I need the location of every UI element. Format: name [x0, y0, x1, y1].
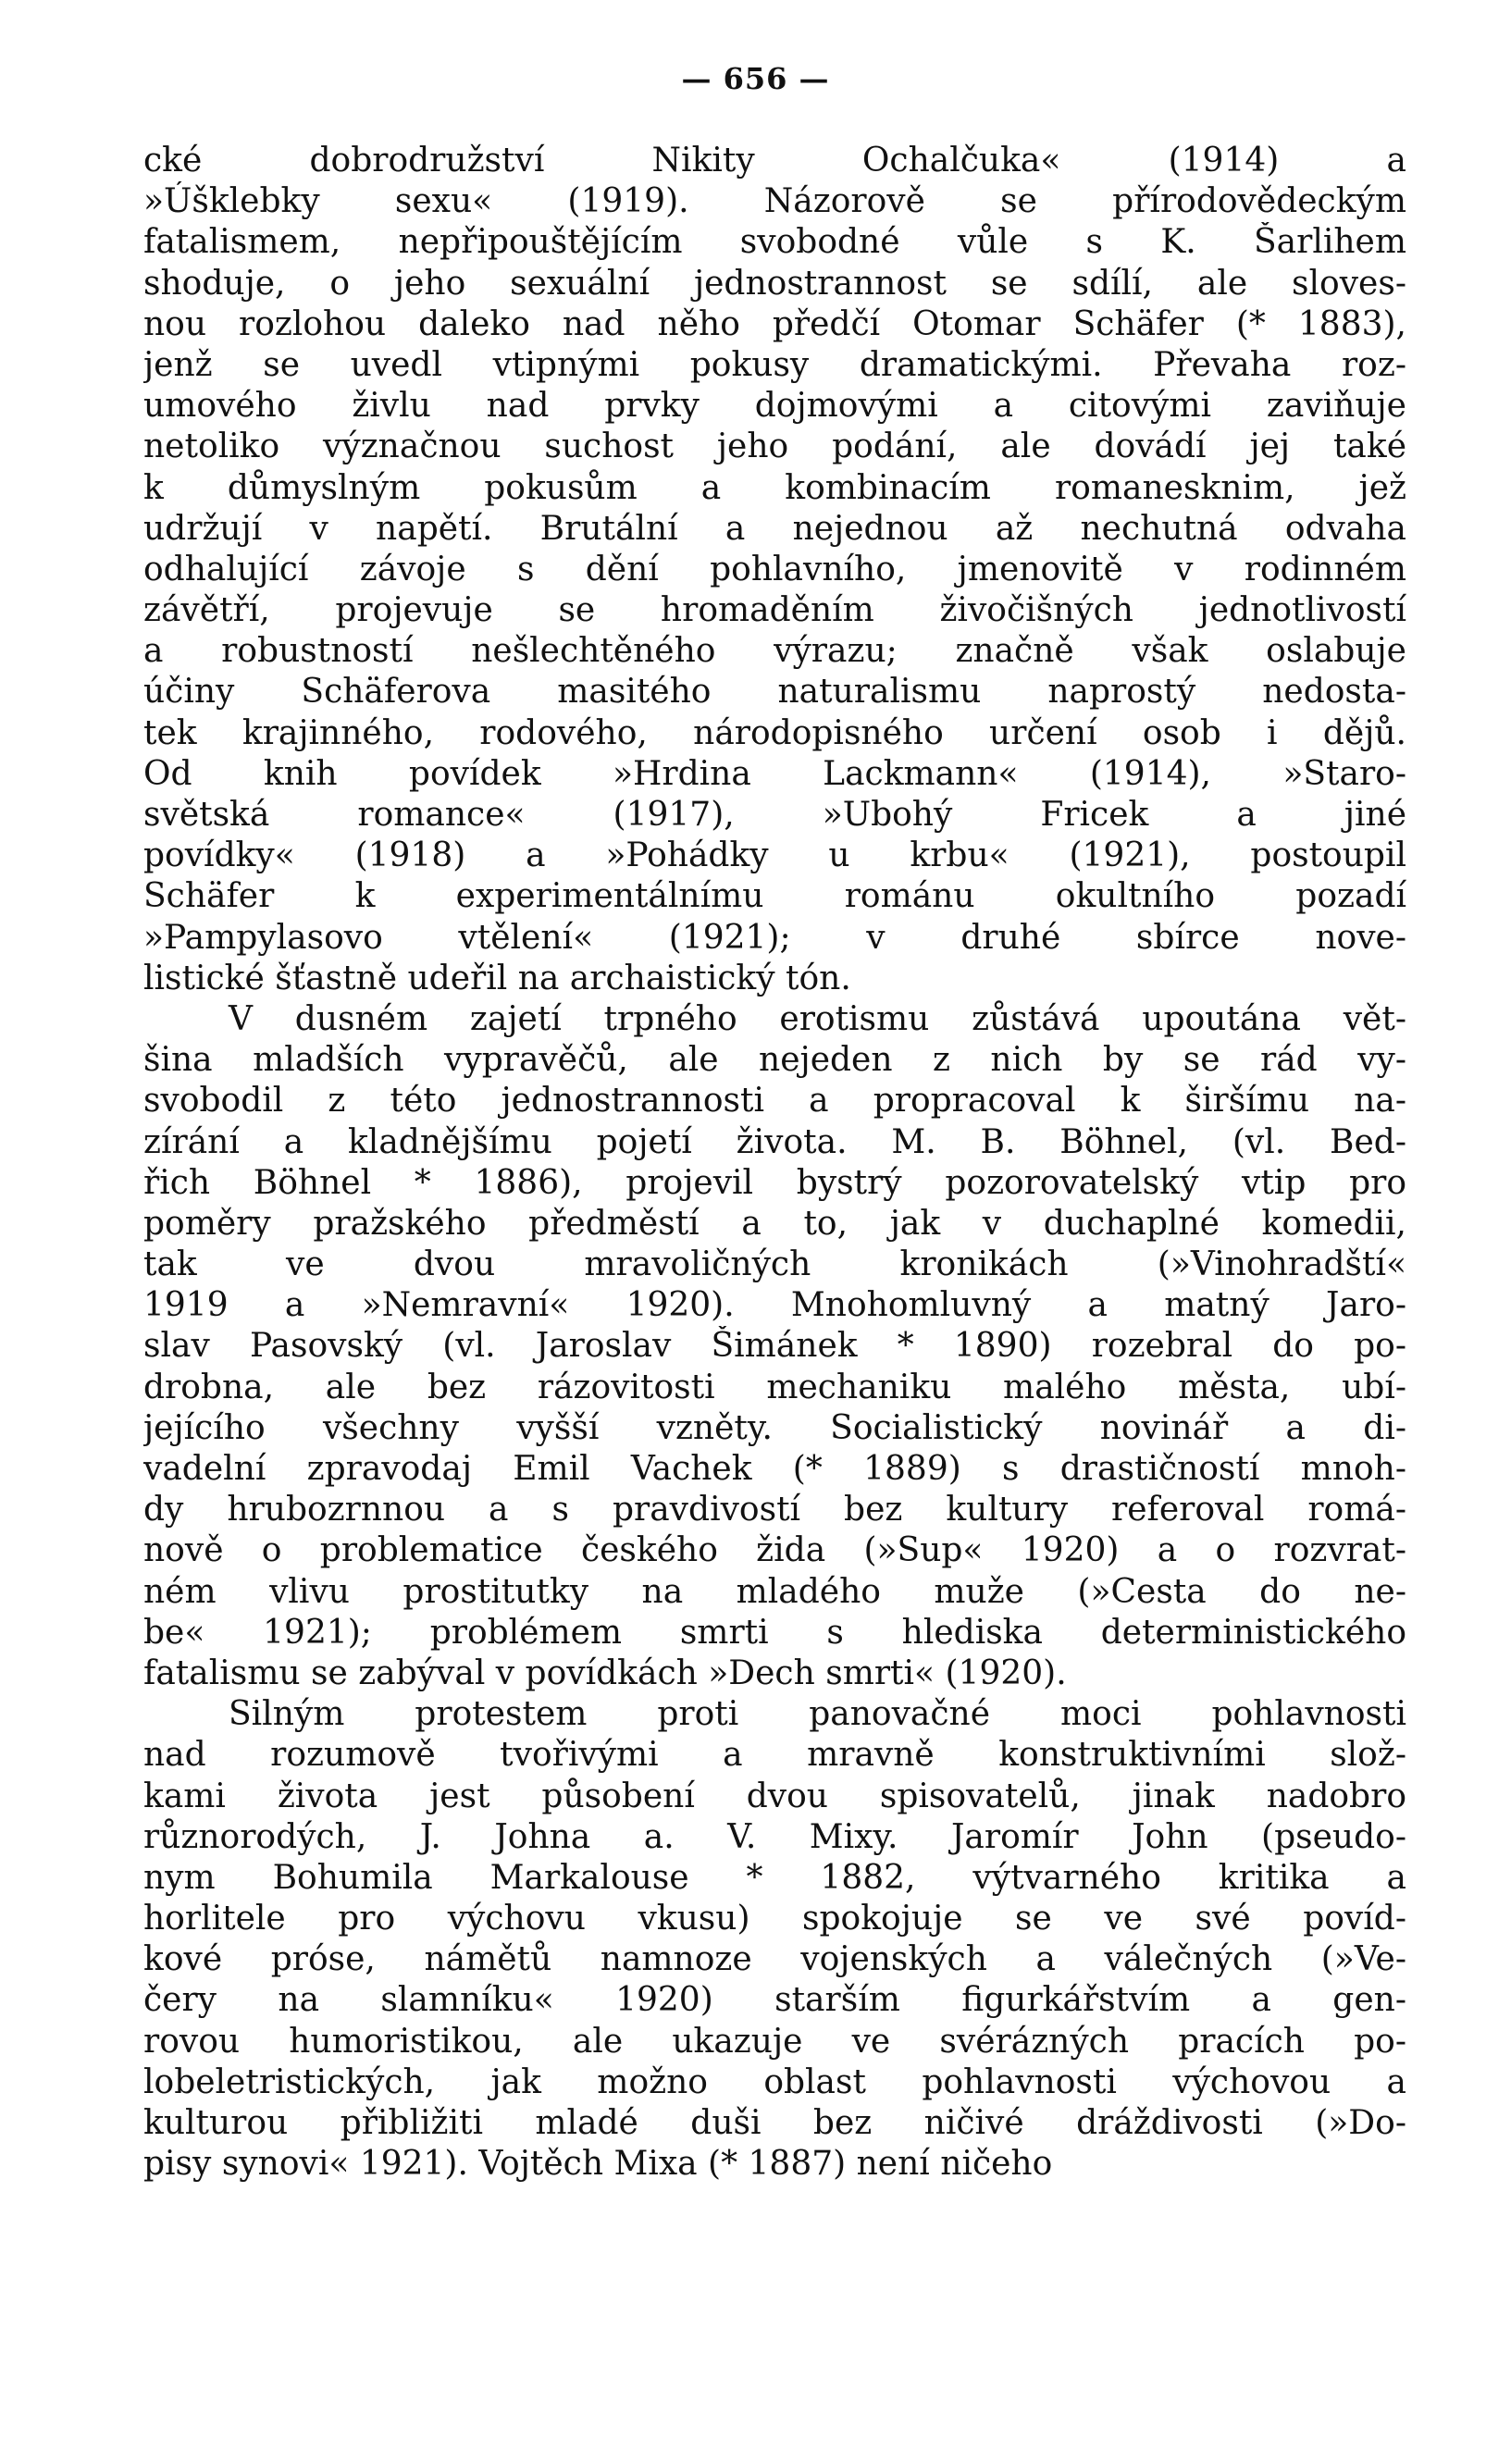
text-line: Silným protestem proti panovačné moci pohlavnosti	[229, 1695, 1406, 1734]
text-line: svobodil z této jednostrannosti a propracoval k širšímu na-	[143, 1082, 1406, 1121]
text-line: povídky« (1918) a »Pohádky u krbu« (1921), postoupil	[143, 836, 1406, 875]
text-line: k důmyslným pokusům a kombinacím romanesknim, jež	[143, 468, 1406, 507]
text-line: účiny Schäferova masitého naturalismu naprostý nedosta-	[143, 673, 1406, 712]
text-line: tak ve dvou mravoličných kronikách (»Vinohradští«	[143, 1245, 1406, 1284]
text-line: vadelní zpravodaj Emil Vachek (* 1889) s drastičností mnoh-	[143, 1450, 1406, 1488]
text-line: nad rozumově tvořivými a mravně konstruktivními slož-	[143, 1736, 1406, 1775]
text-line: kulturou přibližiti mladé duši bez ničivé dráždivosti (»Do-	[143, 2104, 1406, 2142]
text-line: a robustností nešlechtěného výrazu; značně však oslabuje	[143, 632, 1406, 671]
text-line: netoliko význačnou suchost jeho podání, ale dovádí jej také	[143, 427, 1406, 466]
text-line: drobna, ale bez rázovitosti mechaniku malého města, ubí-	[143, 1368, 1406, 1406]
text-line: V dusném zajetí trpného erotismu zůstává upoutána vět-	[229, 999, 1406, 1038]
text-line: kové próse, námětů namnoze vojenských a válečných (»Ve-	[143, 1940, 1406, 1979]
text-line: poměry pražského předměstí a to, jak v duchaplné komedii,	[143, 1204, 1406, 1243]
text-line: různorodých, J. Johna a. V. Mixy. Jaromír John (pseudo-	[143, 1817, 1406, 1856]
text-line: závětří, projevuje se hromaděním živočišných jednotlivostí	[143, 591, 1406, 630]
text-line: udržují v napětí. Brutální a nejednou až nechutná odvaha	[143, 509, 1406, 548]
text-line: šina mladších vypravěčů, ale nejeden z nich by se rád vy-	[143, 1041, 1406, 1080]
page-number: — 656 —	[681, 61, 830, 96]
text-line: pisy synovi« 1921). Vojtěch Mixa (* 1887) není ničeho	[143, 2145, 1053, 2184]
text-line: ném vlivu prostitutky na mladého muže (»Cesta do ne-	[143, 1572, 1406, 1611]
text-line: jejícího všechny vyšší vzněty. Socialistický novinář a di-	[143, 1408, 1406, 1447]
text-line: odhalující závoje s dění pohlavního, jmenovitě v rodinném	[143, 550, 1406, 588]
text-line: slav Pasovský (vl. Jaroslav Šimánek * 1890) rozebral do po-	[143, 1327, 1406, 1366]
text-line: Schäfer k experimentálnímu románu okultního pozadí	[143, 877, 1406, 916]
text-line: jenž se uvedl vtipnými pokusy dramatickými. Převaha roz-	[143, 345, 1406, 384]
text-line: dy hrubozrnnou a s pravdivostí bez kultury referoval romá-	[143, 1491, 1406, 1529]
text-line: fatalismu se zabýval v povídkách »Dech smrti« (1920).	[143, 1653, 1067, 1692]
text-line: kami života jest působení dvou spisovatelů, jinak nadobro	[143, 1777, 1406, 1815]
text-line: rovou humoristikou, ale ukazuje ve svérázných pracích po-	[143, 2022, 1406, 2061]
text-line: »Úšklebky sexu« (1919). Názorově se přírodovědeckým	[143, 182, 1406, 221]
text-line: řich Böhnel * 1886), projevil bystrý pozorovatelský vtip pro	[143, 1163, 1406, 1202]
text-line: umového živlu nad prvky dojmovými a citovými zaviňuje	[143, 387, 1406, 426]
text-line: shoduje, o jeho sexuální jednostrannost se sdílí, ale sloves-	[143, 264, 1406, 303]
text-line: nou rozlohou daleko nad něho předčí Otomar Schäfer (* 1883),	[143, 304, 1406, 343]
text-line: fatalismem, nepřipouštějícím svobodné vůle s K. Šarlihem	[143, 223, 1406, 262]
text-line: horlitele pro výchovu vkusu) spokojuje se ve své povíd-	[143, 1900, 1406, 1938]
text-line: listické šťastně udeřil na archaistický tón.	[143, 959, 851, 997]
text-line: světská romance« (1917), »Ubohý Fricek a jiné	[143, 796, 1406, 834]
text-line: cké dobrodružství Nikity Ochalčuka« (1914) a	[143, 142, 1406, 180]
text-line: lobeletristických, jak možno oblast pohlavnosti výchovou a	[143, 2062, 1406, 2101]
text-line: Od knih povídek »Hrdina Lackmann« (1914), »Staro-	[143, 754, 1406, 793]
text-line: čery na slamníku« 1920) starším figurkářstvím a gen-	[143, 1981, 1406, 2020]
text-line: tek krajinného, rodového, národopisného určení osob i dějů.	[143, 713, 1406, 752]
text-line: be« 1921); problémem smrti s hlediska deterministického	[143, 1613, 1406, 1652]
text-line: zírání a kladnějšímu pojetí života. M. B. Böhnel, (vl. Bed-	[143, 1122, 1406, 1161]
body-text	[143, 141, 1406, 2185]
text-line: nově o problematice českého žida (»Sup« 1920) a o rozvrat-	[143, 1531, 1406, 1570]
text-line: »Pampylasovo vtělení« (1921); v druhé sbírce nove-	[143, 918, 1406, 957]
text-line: nym Bohumila Markalouse * 1882, výtvarného kritika a	[143, 1858, 1406, 1897]
text-line: 1919 a »Nemravní« 1920). Mnohomluvný a matný Jaro-	[143, 1286, 1406, 1325]
